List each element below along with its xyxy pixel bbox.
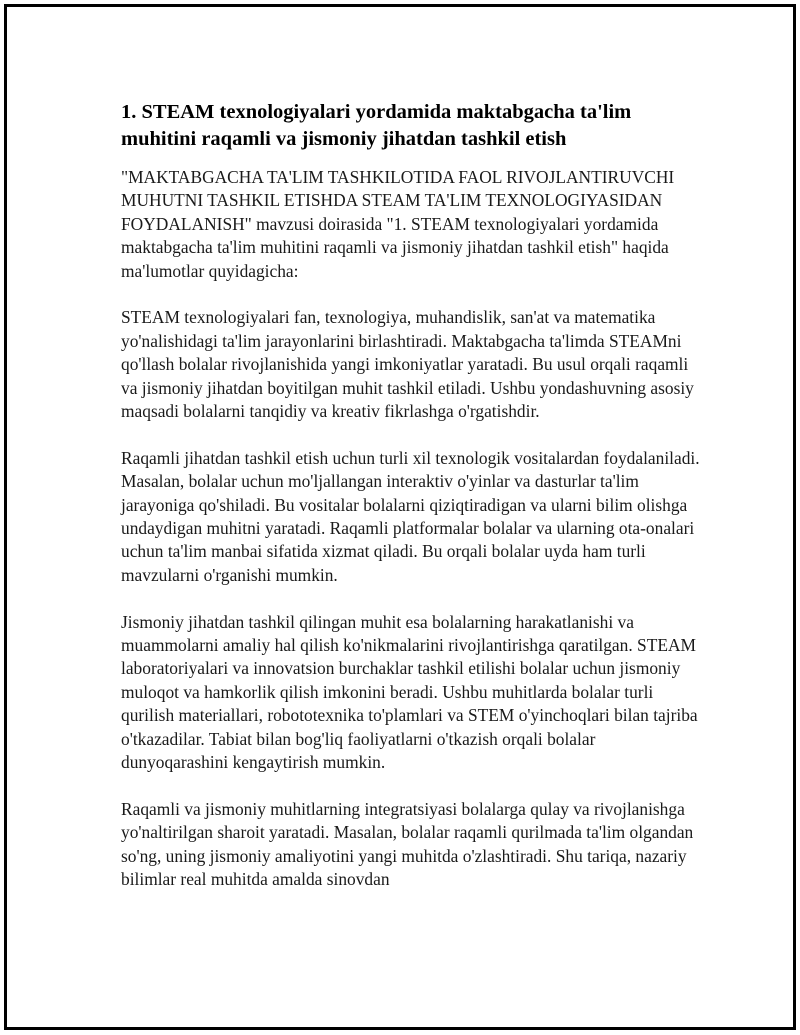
page-frame <box>4 4 796 1030</box>
section-heading: 1. STEAM texnologiyalari yordamida maktabgacha ta'lim muhitini raqamli va jismoniy jihatdan tashkil etish <box>121 101 632 150</box>
paragraph-steam-overview: STEAM texnologiyalari fan, texnologiya, muhandislik, san'at va matematika yo'nalishidagi ta'lim jarayonlarini birlashtiradi. Maktabgacha ta'limda STEAMni qo'llash bolalar rivojlanishida yangi imkoniyatlar yaratadi. Bu usul orqali raqamli va jismoniy jihatdan boyitilgan muhit tashkil etiladi. Ushbu yondashuvning asosiy maqsadi bolalarni tanqidiy va kreativ fikrlashga o'rgatishdir. <box>121 307 694 422</box>
paragraph-physical-environment: Jismoniy jihatdan tashkil qilingan muhit esa bolalarning harakatlanishi va muammolarni amaliy hal qilish ko'nikmalarini rivojlantirishga qaratilgan. STEAM laboratoriyalari va innovatsion burchaklar tashkil etilishi bolalar uchun jismoniy muloqot va hamkorlik qilish imkonini beradi. Ushbu muhitlarda bolalar turli qurilish materiallari, robototexnika to'plamlari va STEM o'yinchoqlari bilan tajriba o'tkazadilar. Tabiat bilan bog'liq faoliyatlarni o'tkazish orqali bolalar dunyoqarashini kengaytirish mumkin. <box>121 611 698 773</box>
document-body <box>121 99 701 915</box>
paragraph-integration: Raqamli va jismoniy muhitlarning integratsiyasi bolalarga qulay va rivojlanishga yo'naltirilgan sharoit yaratadi. Masalan, bolalar raqamli qurilmada ta'lim olgandan so'ng, uning jismoniy amaliyotini yangi muhitda o'zlashtiradi. Shu tariqa, nazariy bilimlar real muhitda amalda sinovdan <box>121 798 694 890</box>
paragraph-intro: "MAKTABGACHA TA'LIM TASHKILOTIDA FAOL RIVOJLANTIRUVCHI MUHUTNI TASHKIL ETISHDA STEAM TA'LIM TEXNOLOGIYASIDAN FOYDALANISH" mavzusi doirasida "1. STEAM texnologiyalari yordamida maktabgacha ta'lim muhitini raqamli va jismoniy jihatdan tashkil etish" haqida ma'lumotlar quyidagicha: <box>121 167 675 281</box>
paragraph-digital-environment: Raqamli jihatdan tashkil etish uchun turli xil texnologik vositalardan foydalaniladi. Masalan, bolalar uchun mo'ljallangan interaktiv o'yinlar va dasturlar ta'lim jarayoniga qo'shiladi. Bu vositalar bolalarni qiziqtiradigan va ularni bilim olishga undaydigan muhitni yaratadi. Raqamli platformalar bolalar va ularning ota-onalari uchun ta'lim manbai sifatida xizmat qiladi. Bu orqali bolalar uyda ham turli mavzularni o'rganishi mumkin. <box>121 447 700 585</box>
